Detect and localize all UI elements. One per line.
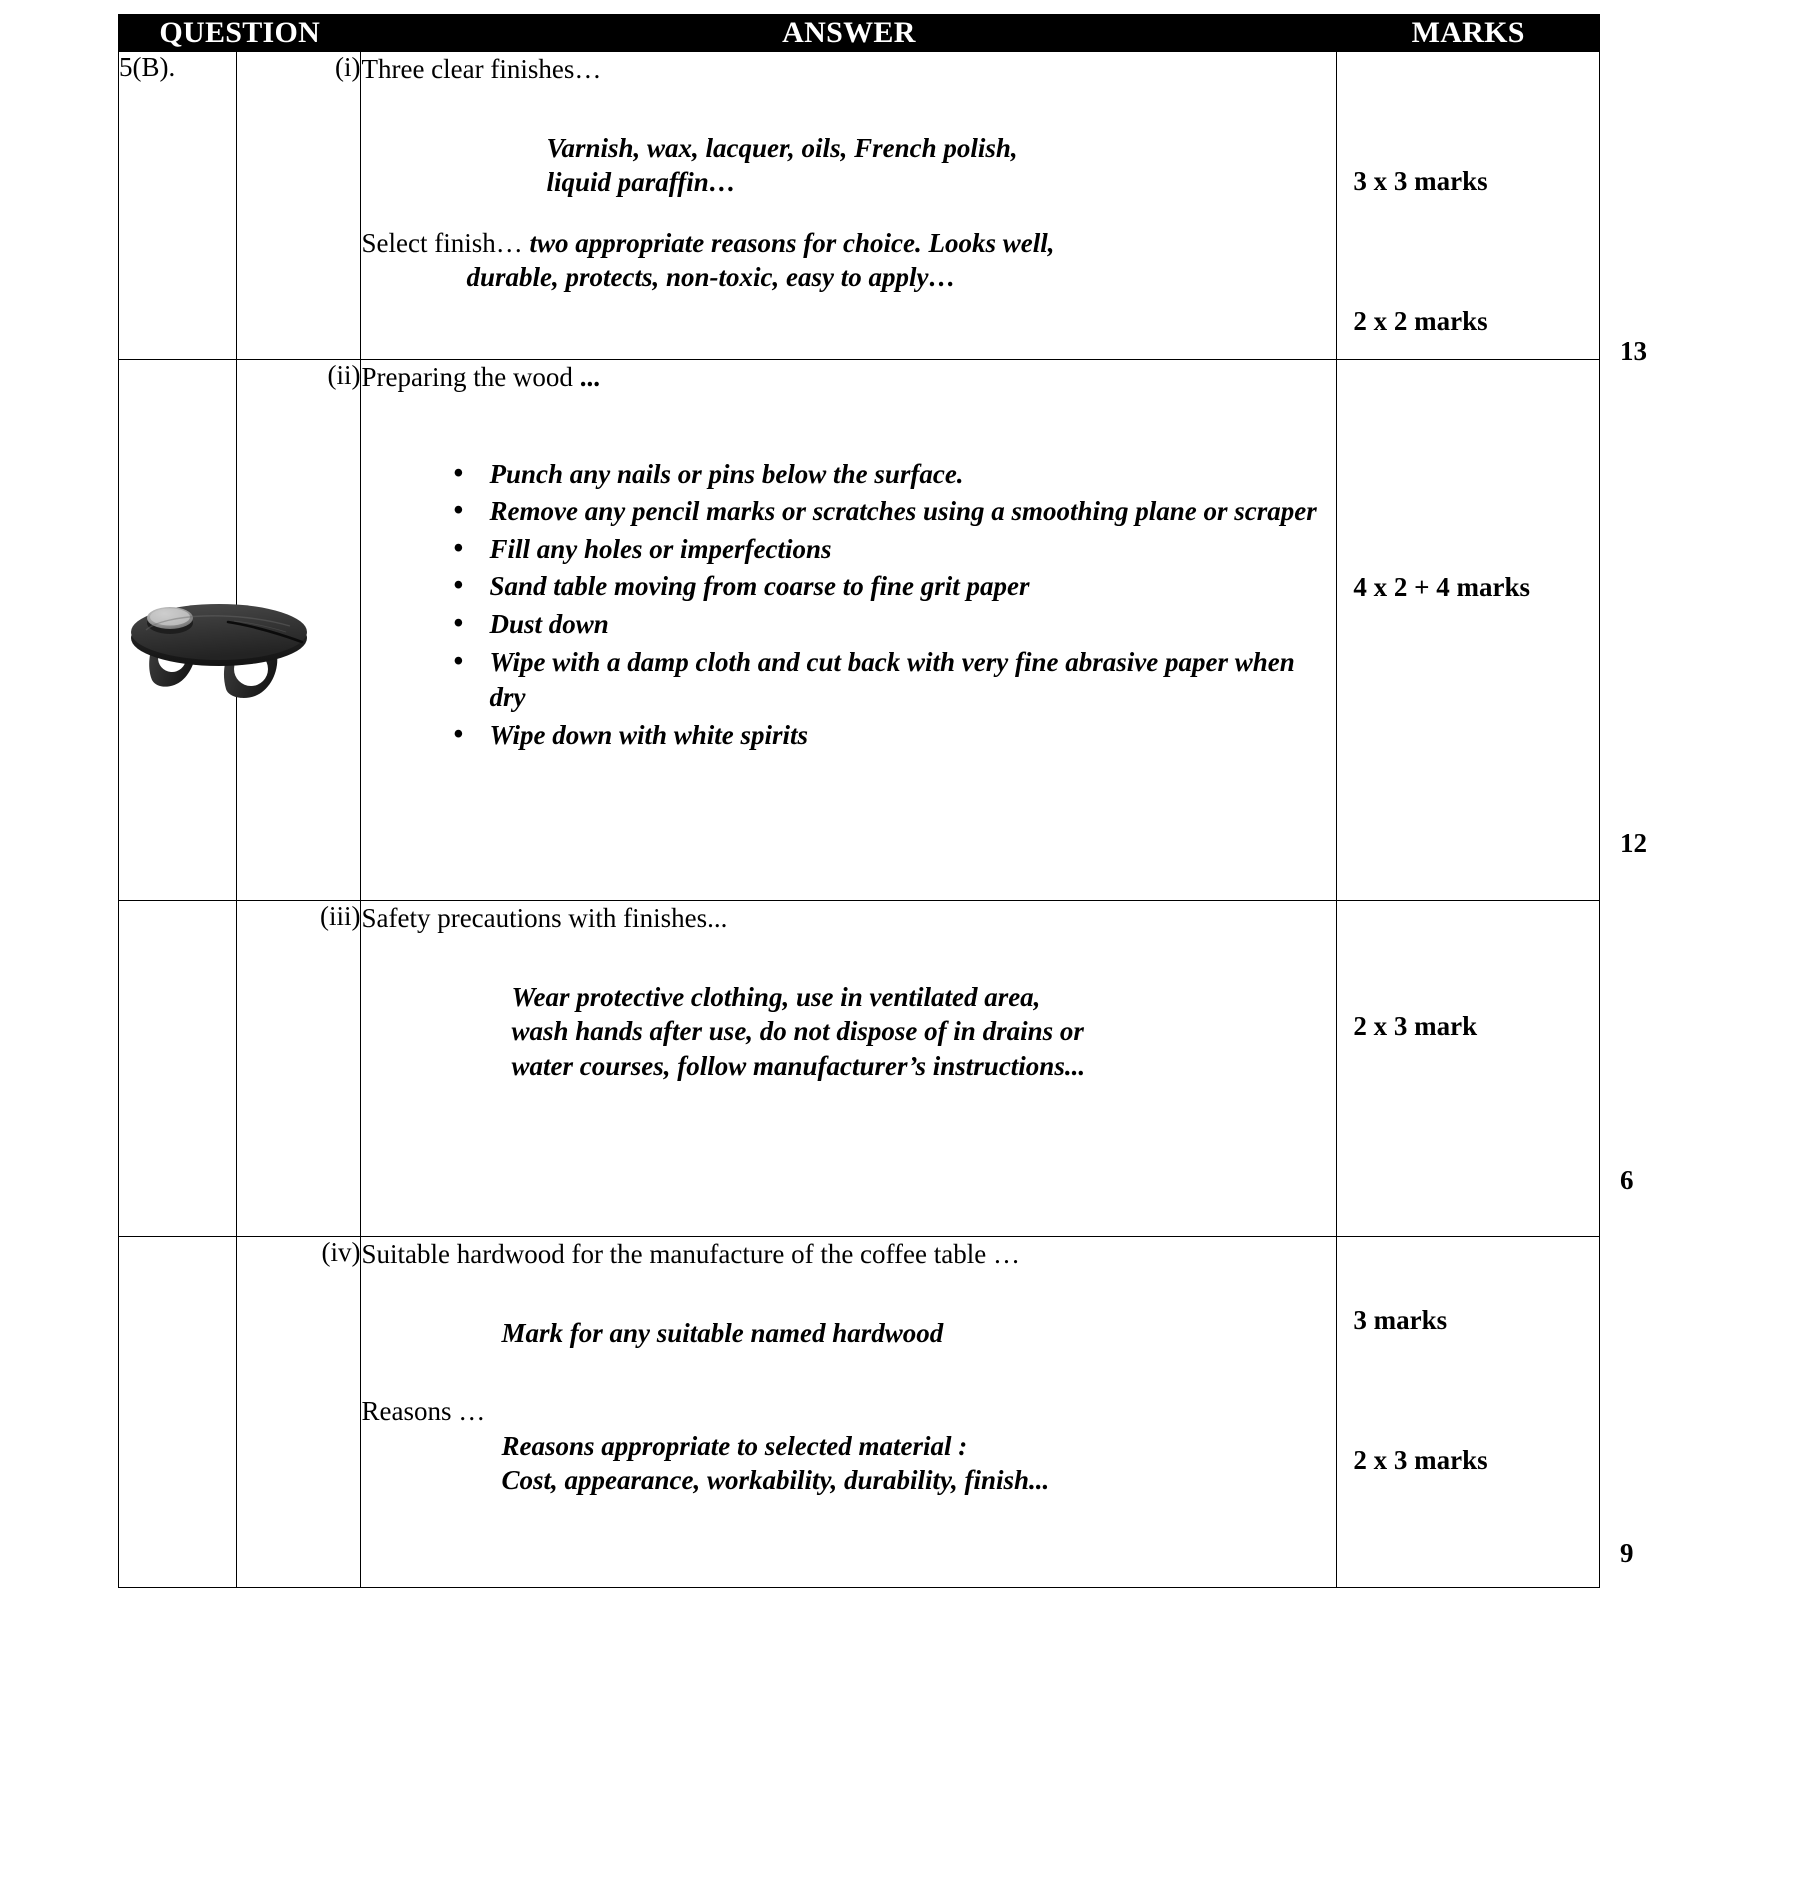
answer-safety-line2: wash hands after use, do not dispose of in drains or [511,1016,1084,1047]
marks-cell-iii [1337,901,1600,1237]
answer-cell-i [361,52,1337,360]
column-header-question: QUESTION [119,15,361,52]
row-total-6: 6 [1620,1165,1634,1195]
table-row [119,1237,1600,1588]
answer-mark-named-hardwood: Mark for any suitable named hardwood [501,1317,944,1348]
marks-value-4x2plus4: 4 x 2 + 4 marks [1353,572,1531,602]
sub-question-iii: (iii) [237,901,361,1237]
column-header-marks: MARKS [1337,15,1600,52]
answer-finishes-list-line1: Varnish, wax, lacquer, oils, French polish, [546,132,1018,163]
answer-suitable-hardwood-heading: Suitable hardwood for the manufacture of the coffee table … [361,1239,1020,1269]
table-row [119,901,1600,1237]
answer-reasons-line2: Cost, appearance, workability, durability, finish... [501,1465,1050,1496]
row-total-9: 9 [1620,1538,1634,1568]
list-item: • Fill any holes or imperfections [453,532,1336,568]
question-number-blank-iv [119,1237,237,1588]
answer-finishes-list-line2: liquid paraffin… [546,167,736,198]
sub-question-i: (i) [237,52,361,360]
answer-reasons-line1: Reasons appropriate to selected material : [501,1430,968,1461]
answer-cell-iii [361,901,1337,1237]
answer-preparing-wood-heading [361,360,1336,395]
answer-reasons-label: Reasons … [361,1396,486,1427]
list-item: • Remove any pencil marks or scratches using a smoothing plane or scraper [453,494,1336,530]
column-header-answer: ANSWER [361,15,1337,52]
spacer [361,1272,1336,1316]
marks-cell-i [1337,52,1600,360]
row-total-13: 13 [1620,336,1647,366]
answer-select-finish-prefix: Select finish… [361,227,530,258]
answer-preparing-wood-ellipsis: ... [579,362,600,392]
marks-value-2x3-mark: 2 x 3 mark [1353,1011,1478,1041]
spacer [361,936,1336,980]
coffee-table-photo [124,590,314,700]
answer-safety-precautions-heading: Safety precautions with finishes... [361,903,728,933]
table-row [119,360,1600,901]
spacer [361,1350,1336,1394]
answer-line-three-clear-finishes: Three clear finishes… [361,54,602,84]
preparation-steps-list [361,457,1336,754]
answer-cell-ii [361,360,1337,901]
marks-cell-iv [1337,1237,1600,1588]
marks-cell-ii [1337,360,1600,901]
spacer [361,200,1336,226]
table-header-row [119,15,1600,52]
table-row [119,52,1600,360]
marks-value-2x2: 2 x 2 marks [1353,306,1488,336]
list-item: • Punch any nails or pins below the surface. [453,457,1336,493]
spacer [361,395,1336,457]
row-total-12: 12 [1620,828,1647,858]
list-item: • Wipe down with white spirits [453,718,1336,754]
list-item: • Sand table moving from coarse to fine grit paper [453,569,1336,605]
marks-value-3x3: 3 x 3 marks [1353,166,1488,196]
sub-question-ii: (ii) [237,360,361,901]
question-number-blank-iii [119,901,237,1237]
marks-value-2x3-marks: 2 x 3 marks [1353,1445,1488,1475]
answer-preparing-wood-text: Preparing the wood [361,362,580,392]
list-item: • Wipe with a damp cloth and cut back with very fine abrasive paper when dry [453,645,1336,716]
marks-value-3-marks: 3 marks [1353,1305,1448,1335]
marking-scheme-table [118,14,1600,1588]
answer-safety-line1: Wear protective clothing, use in ventilated area, [511,981,1041,1012]
answer-safety-line3: water courses, follow manufacturer’s instructions... [511,1050,1086,1081]
answer-cell-iv [361,1237,1337,1588]
sub-question-iv: (iv) [237,1237,361,1588]
answer-select-finish-line [361,226,1336,261]
answer-select-finish-reasons: two appropriate reasons for choice. Looks well, [529,227,1055,258]
list-item: • Dust down [453,607,1336,643]
question-number-5b: 5(B). [119,52,237,360]
spacer [361,87,1336,131]
answer-select-finish-reasons-cont: durable, protects, non-toxic, easy to apply… [466,262,956,293]
